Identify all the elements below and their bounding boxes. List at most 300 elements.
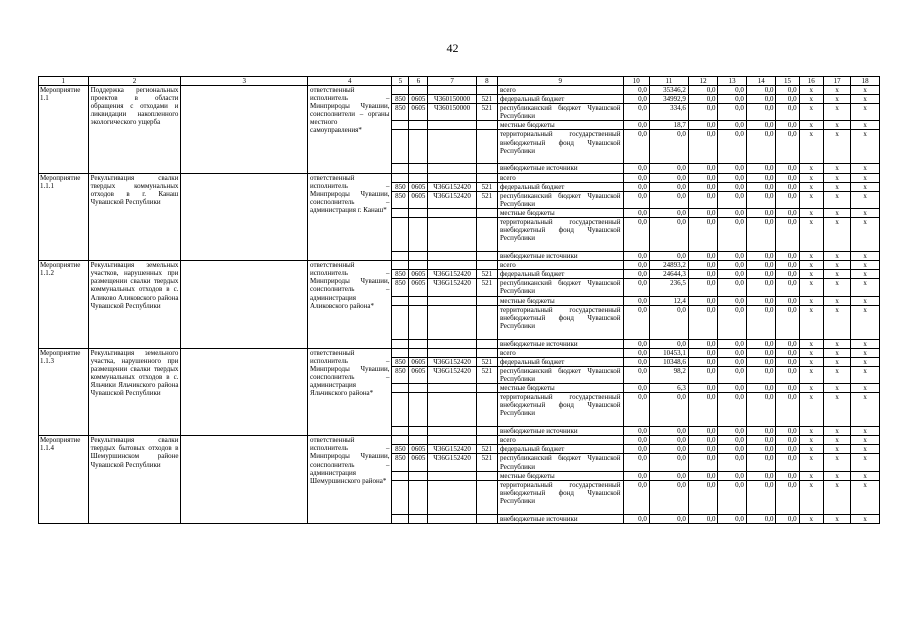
budget-code-grbs <box>392 427 409 436</box>
funding-value: 0,0 <box>776 182 799 191</box>
page-number: 42 <box>446 41 459 55</box>
funding-value: х <box>851 261 880 270</box>
funding-source: территориальный государственный внебюджетный фонд Чувашской Республики <box>497 480 623 514</box>
funding-value: 0,0 <box>688 436 718 445</box>
budget-code-grbs: 850 <box>392 454 409 471</box>
funding-value: х <box>799 218 823 252</box>
funding-value: 0,0 <box>649 252 688 261</box>
funding-value: 0,0 <box>746 218 776 252</box>
funding-value: 0,0 <box>746 130 776 164</box>
budget-code-rz <box>409 480 428 514</box>
funding-value: 0,0 <box>718 86 746 95</box>
funding-value: 0,0 <box>623 366 649 383</box>
funding-value: х <box>823 514 850 523</box>
budget-code-csr <box>428 514 477 523</box>
table-row <box>39 261 880 270</box>
budget-code-rz <box>409 130 428 164</box>
funding-value: 0,0 <box>776 305 799 339</box>
funding-value: 0,0 <box>623 480 649 514</box>
funding-value: 0,0 <box>623 95 649 104</box>
funding-value: 0,0 <box>776 261 799 270</box>
funding-value: 0,0 <box>776 164 799 173</box>
budget-code-vr <box>476 436 497 445</box>
measure-name: Рекультивация земельных участков, нарушенных при размещении свалки твердых коммунальных отходов в с. Аликово Аликовского района Чувашской Республики <box>88 261 181 349</box>
budget-code-grbs <box>392 173 409 182</box>
budget-code-rz: 0605 <box>409 366 428 383</box>
funding-value: х <box>851 427 880 436</box>
budget-code-grbs: 850 <box>392 366 409 383</box>
funding-value: 0,0 <box>688 445 718 454</box>
funding-value: х <box>823 305 850 339</box>
funding-value: 0,0 <box>718 208 746 217</box>
budget-table <box>38 76 880 524</box>
funding-value: 0,0 <box>718 445 746 454</box>
funding-source: местные бюджеты <box>497 296 623 305</box>
funding-value: 0,0 <box>718 173 746 182</box>
column-number: 6 <box>409 77 428 86</box>
budget-code-grbs: 850 <box>392 95 409 104</box>
budget-code-vr <box>476 296 497 305</box>
funding-value: х <box>851 218 880 252</box>
budget-code-rz: 0605 <box>409 445 428 454</box>
funding-value: 0,0 <box>688 173 718 182</box>
funding-value: 0,0 <box>623 427 649 436</box>
funding-source: внебюджетные источники <box>497 427 623 436</box>
budget-code-csr <box>428 384 477 393</box>
funding-value: х <box>823 339 850 348</box>
funding-value: 0,0 <box>776 393 799 427</box>
funding-value: х <box>823 427 850 436</box>
funding-value: 0,0 <box>649 218 688 252</box>
funding-value: х <box>823 164 850 173</box>
table-row <box>39 173 880 182</box>
funding-source: внебюджетные источники <box>497 252 623 261</box>
budget-code-grbs <box>392 305 409 339</box>
budget-code-grbs <box>392 480 409 514</box>
budget-code-csr <box>428 296 477 305</box>
measure-name: Рекультивация свалки твердых коммунальных отходов в г. Канаш Чувашской Республики <box>88 173 181 261</box>
budget-code-vr <box>476 514 497 523</box>
funding-value: х <box>823 261 850 270</box>
funding-value: 0,0 <box>623 191 649 208</box>
funding-value: 0,0 <box>688 270 718 279</box>
funding-value: 0,0 <box>623 104 649 121</box>
budget-code-rz: 0605 <box>409 182 428 191</box>
funding-value: 0,0 <box>649 208 688 217</box>
budget-code-rz <box>409 173 428 182</box>
funding-value: 0,0 <box>746 384 776 393</box>
funding-value: 0,0 <box>776 454 799 471</box>
funding-value: 0,0 <box>718 348 746 357</box>
column-number: 3 <box>181 77 308 86</box>
column-number: 11 <box>649 77 688 86</box>
funding-value: 0,0 <box>688 279 718 296</box>
measure-responsible: ответственный исполнитель – Минприроды Чувашии, соисполнитель – администрация г. Канаш* <box>308 173 392 261</box>
funding-value: 0,0 <box>746 270 776 279</box>
funding-value: 0,0 <box>688 339 718 348</box>
funding-value: 0,0 <box>718 436 746 445</box>
funding-value: 0,0 <box>776 445 799 454</box>
funding-value: х <box>851 339 880 348</box>
budget-code-grbs <box>392 252 409 261</box>
funding-value: 0,0 <box>776 121 799 130</box>
funding-value: 0,0 <box>746 366 776 383</box>
funding-value: х <box>799 208 823 217</box>
budget-code-vr <box>476 339 497 348</box>
funding-source: местные бюджеты <box>497 208 623 217</box>
funding-value: 0,0 <box>776 173 799 182</box>
budget-code-rz <box>409 339 428 348</box>
budget-code-rz <box>409 427 428 436</box>
table-row <box>39 348 880 357</box>
funding-value: 0,0 <box>776 279 799 296</box>
funding-value: х <box>851 348 880 357</box>
funding-value: 0,0 <box>688 218 718 252</box>
funding-value: х <box>799 471 823 480</box>
measure-code: Мероприятие 1.1.1 <box>39 173 89 261</box>
budget-code-vr: 521 <box>476 454 497 471</box>
column-number-row <box>39 77 880 86</box>
funding-value: х <box>851 173 880 182</box>
funding-value: х <box>799 164 823 173</box>
funding-value: 0,0 <box>623 471 649 480</box>
funding-value: 0,0 <box>649 191 688 208</box>
budget-code-grbs <box>392 121 409 130</box>
funding-value: х <box>823 173 850 182</box>
funding-value: 0,0 <box>718 218 746 252</box>
funding-value: 0,0 <box>746 173 776 182</box>
measure-code: Мероприятие 1.1 <box>39 86 89 174</box>
budget-code-vr <box>476 480 497 514</box>
funding-value: 0,0 <box>649 130 688 164</box>
funding-value: 0,0 <box>623 130 649 164</box>
budget-code-csr: Ч360150000 <box>428 104 477 121</box>
funding-value: 0,0 <box>718 164 746 173</box>
budget-code-vr <box>476 261 497 270</box>
funding-source: республиканский бюджет Чувашской Республики <box>497 104 623 121</box>
funding-value: 0,0 <box>718 95 746 104</box>
funding-value: х <box>799 296 823 305</box>
budget-code-vr <box>476 130 497 164</box>
funding-value: х <box>851 252 880 261</box>
measure-column-3 <box>181 261 308 349</box>
funding-value: 0,0 <box>718 480 746 514</box>
funding-value: 0,0 <box>746 348 776 357</box>
funding-value: х <box>823 445 850 454</box>
funding-value: 0,0 <box>718 279 746 296</box>
funding-value: х <box>823 436 850 445</box>
funding-value: х <box>851 393 880 427</box>
budget-code-csr: Ч36G152420 <box>428 270 477 279</box>
budget-code-grbs <box>392 514 409 523</box>
funding-value: 0,0 <box>688 121 718 130</box>
funding-value: 0,0 <box>718 357 746 366</box>
funding-value: х <box>799 86 823 95</box>
funding-value: 0,0 <box>623 305 649 339</box>
budget-code-grbs <box>392 436 409 445</box>
funding-value: х <box>823 296 850 305</box>
funding-value: 0,0 <box>746 339 776 348</box>
funding-value: х <box>799 182 823 191</box>
funding-value: 0,0 <box>623 173 649 182</box>
budget-code-grbs <box>392 471 409 480</box>
budget-code-grbs: 850 <box>392 104 409 121</box>
funding-value: х <box>851 471 880 480</box>
funding-value: 0,0 <box>776 252 799 261</box>
budget-code-csr: Ч36G152420 <box>428 182 477 191</box>
funding-value: 0,0 <box>623 384 649 393</box>
funding-value: х <box>823 208 850 217</box>
table-row <box>39 436 880 445</box>
measure-name: Поддержка региональных проектов в области обращения с отходами и ликвидации накопленного экологического ущерба <box>88 86 181 174</box>
funding-value: х <box>851 104 880 121</box>
funding-value: 0,0 <box>746 104 776 121</box>
funding-value: 0,0 <box>688 471 718 480</box>
funding-value: х <box>823 252 850 261</box>
budget-code-grbs: 850 <box>392 270 409 279</box>
column-number: 5 <box>392 77 409 86</box>
funding-source: всего <box>497 86 623 95</box>
funding-value: 0,0 <box>688 357 718 366</box>
funding-value: 0,0 <box>776 270 799 279</box>
budget-code-csr <box>428 427 477 436</box>
funding-value: х <box>823 86 850 95</box>
funding-value: 0,0 <box>623 436 649 445</box>
funding-value: х <box>799 514 823 523</box>
column-number: 18 <box>851 77 880 86</box>
funding-value: 0,0 <box>623 121 649 130</box>
funding-value: 0,0 <box>746 95 776 104</box>
funding-source: внебюджетные источники <box>497 339 623 348</box>
funding-value: х <box>851 514 880 523</box>
budget-code-csr <box>428 173 477 182</box>
funding-value: 0,0 <box>623 252 649 261</box>
funding-value: х <box>799 480 823 514</box>
funding-value: 0,0 <box>746 164 776 173</box>
funding-value: х <box>799 384 823 393</box>
funding-value: х <box>823 454 850 471</box>
funding-source: федеральный бюджет <box>497 357 623 366</box>
funding-value: 0,0 <box>688 86 718 95</box>
funding-source: местные бюджеты <box>497 471 623 480</box>
budget-code-rz <box>409 514 428 523</box>
measure-column-3 <box>181 86 308 174</box>
budget-code-vr: 521 <box>476 104 497 121</box>
funding-value: 0,0 <box>718 191 746 208</box>
funding-value: х <box>851 95 880 104</box>
funding-value: х <box>823 471 850 480</box>
funding-source: внебюджетные источники <box>497 514 623 523</box>
funding-value: 0,0 <box>688 252 718 261</box>
budget-code-csr <box>428 393 477 427</box>
funding-value: 0,0 <box>649 339 688 348</box>
funding-value: х <box>851 454 880 471</box>
budget-code-rz <box>409 218 428 252</box>
budget-code-csr <box>428 436 477 445</box>
funding-value: 0,0 <box>623 348 649 357</box>
funding-value: х <box>851 296 880 305</box>
funding-value: 0,0 <box>623 454 649 471</box>
budget-code-vr: 521 <box>476 357 497 366</box>
funding-value: 0,0 <box>688 130 718 164</box>
budget-code-grbs: 850 <box>392 445 409 454</box>
funding-value: 0,0 <box>688 208 718 217</box>
column-number: 15 <box>776 77 799 86</box>
budget-code-csr: Ч36G152420 <box>428 366 477 383</box>
funding-source: местные бюджеты <box>497 384 623 393</box>
funding-value: х <box>823 366 850 383</box>
funding-value: 0,0 <box>776 384 799 393</box>
funding-value: х <box>851 279 880 296</box>
budget-code-grbs <box>392 261 409 270</box>
funding-value: 0,0 <box>623 208 649 217</box>
funding-source: федеральный бюджет <box>497 445 623 454</box>
funding-value: 0,0 <box>776 104 799 121</box>
funding-value: 0,0 <box>688 366 718 383</box>
budget-code-grbs <box>392 164 409 173</box>
funding-value: х <box>799 191 823 208</box>
column-number: 12 <box>688 77 718 86</box>
funding-value: 0,0 <box>718 182 746 191</box>
funding-value: 0,0 <box>718 339 746 348</box>
funding-value: 0,0 <box>623 357 649 366</box>
funding-value: 0,0 <box>746 445 776 454</box>
column-number: 8 <box>476 77 497 86</box>
funding-value: 0,0 <box>688 348 718 357</box>
funding-value: х <box>799 436 823 445</box>
budget-code-vr <box>476 348 497 357</box>
budget-code-vr <box>476 121 497 130</box>
budget-code-grbs: 850 <box>392 182 409 191</box>
funding-value: 0,0 <box>776 480 799 514</box>
funding-value: 0,0 <box>688 480 718 514</box>
funding-value: 24893,2 <box>649 261 688 270</box>
column-number: 10 <box>623 77 649 86</box>
funding-source: республиканский бюджет Чувашской Республики <box>497 279 623 296</box>
budget-code-csr <box>428 121 477 130</box>
funding-value: 0,0 <box>649 393 688 427</box>
funding-value: 0,0 <box>746 208 776 217</box>
funding-value: х <box>823 393 850 427</box>
funding-value: 0,0 <box>649 164 688 173</box>
funding-value: х <box>851 305 880 339</box>
funding-value: х <box>799 279 823 296</box>
budget-code-grbs <box>392 339 409 348</box>
funding-value: 0,0 <box>776 296 799 305</box>
funding-value: х <box>799 357 823 366</box>
funding-value: 0,0 <box>649 436 688 445</box>
measure-responsible: ответственный исполнитель – Минприроды Чувашии, соисполнители – органы местного самоуправления* <box>308 86 392 174</box>
budget-code-rz <box>409 436 428 445</box>
funding-value: 0,0 <box>718 427 746 436</box>
measure-code: Мероприятие 1.1.3 <box>39 348 89 436</box>
funding-value: х <box>851 130 880 164</box>
budget-code-grbs: 850 <box>392 357 409 366</box>
budget-code-vr: 521 <box>476 270 497 279</box>
column-number: 17 <box>823 77 850 86</box>
funding-value: х <box>823 384 850 393</box>
funding-source: федеральный бюджет <box>497 182 623 191</box>
funding-value: 0,0 <box>623 270 649 279</box>
column-number: 7 <box>428 77 477 86</box>
funding-value: 0,0 <box>688 393 718 427</box>
funding-value: 0,0 <box>746 279 776 296</box>
budget-code-rz <box>409 164 428 173</box>
funding-value: 0,0 <box>718 104 746 121</box>
funding-value: х <box>823 121 850 130</box>
funding-value: х <box>799 445 823 454</box>
funding-value: х <box>799 366 823 383</box>
funding-value: х <box>799 305 823 339</box>
funding-value: 0,0 <box>718 130 746 164</box>
budget-code-vr: 521 <box>476 182 497 191</box>
budget-code-vr: 521 <box>476 366 497 383</box>
measure-code: Мероприятие 1.1.2 <box>39 261 89 349</box>
funding-value: 0,0 <box>623 164 649 173</box>
funding-value: х <box>799 252 823 261</box>
budget-code-vr <box>476 252 497 261</box>
funding-value: 0,0 <box>718 393 746 427</box>
budget-code-rz <box>409 261 428 270</box>
table-row <box>39 86 880 95</box>
funding-value: 0,0 <box>746 514 776 523</box>
funding-value: 0,0 <box>649 305 688 339</box>
budget-code-vr <box>476 218 497 252</box>
column-number: 1 <box>39 77 89 86</box>
measure-column-3 <box>181 436 308 524</box>
column-number: 4 <box>308 77 392 86</box>
funding-value: 0,0 <box>746 121 776 130</box>
budget-code-rz <box>409 252 428 261</box>
funding-value: 6,3 <box>649 384 688 393</box>
funding-value: 0,0 <box>649 445 688 454</box>
budget-code-csr <box>428 480 477 514</box>
funding-value: х <box>823 104 850 121</box>
budget-code-csr <box>428 339 477 348</box>
budget-code-csr <box>428 208 477 217</box>
column-number: 9 <box>497 77 623 86</box>
funding-value: х <box>799 261 823 270</box>
funding-source: территориальный государственный внебюджетный фонд Чувашской Республики <box>497 305 623 339</box>
funding-value: 0,0 <box>718 305 746 339</box>
budget-code-rz: 0605 <box>409 95 428 104</box>
funding-value: х <box>799 348 823 357</box>
funding-value: 0,0 <box>688 427 718 436</box>
budget-code-vr <box>476 86 497 95</box>
funding-value: 0,0 <box>718 471 746 480</box>
funding-value: 0,0 <box>746 261 776 270</box>
budget-code-vr <box>476 208 497 217</box>
budget-code-csr: Ч360150000 <box>428 95 477 104</box>
funding-value: 0,0 <box>688 182 718 191</box>
funding-value: х <box>823 130 850 164</box>
funding-value: 0,0 <box>718 454 746 471</box>
budget-code-rz <box>409 208 428 217</box>
funding-value: х <box>851 357 880 366</box>
budget-code-csr <box>428 164 477 173</box>
funding-source: местные бюджеты <box>497 121 623 130</box>
funding-source: республиканский бюджет Чувашской Республики <box>497 366 623 383</box>
funding-source: внебюджетные источники <box>497 164 623 173</box>
budget-code-vr <box>476 393 497 427</box>
funding-value: 0,0 <box>623 393 649 427</box>
funding-value: х <box>823 348 850 357</box>
funding-value: 0,0 <box>688 95 718 104</box>
budget-code-vr: 521 <box>476 191 497 208</box>
funding-value: 0,0 <box>746 357 776 366</box>
funding-value: 0,0 <box>776 95 799 104</box>
funding-value: 0,0 <box>718 514 746 523</box>
